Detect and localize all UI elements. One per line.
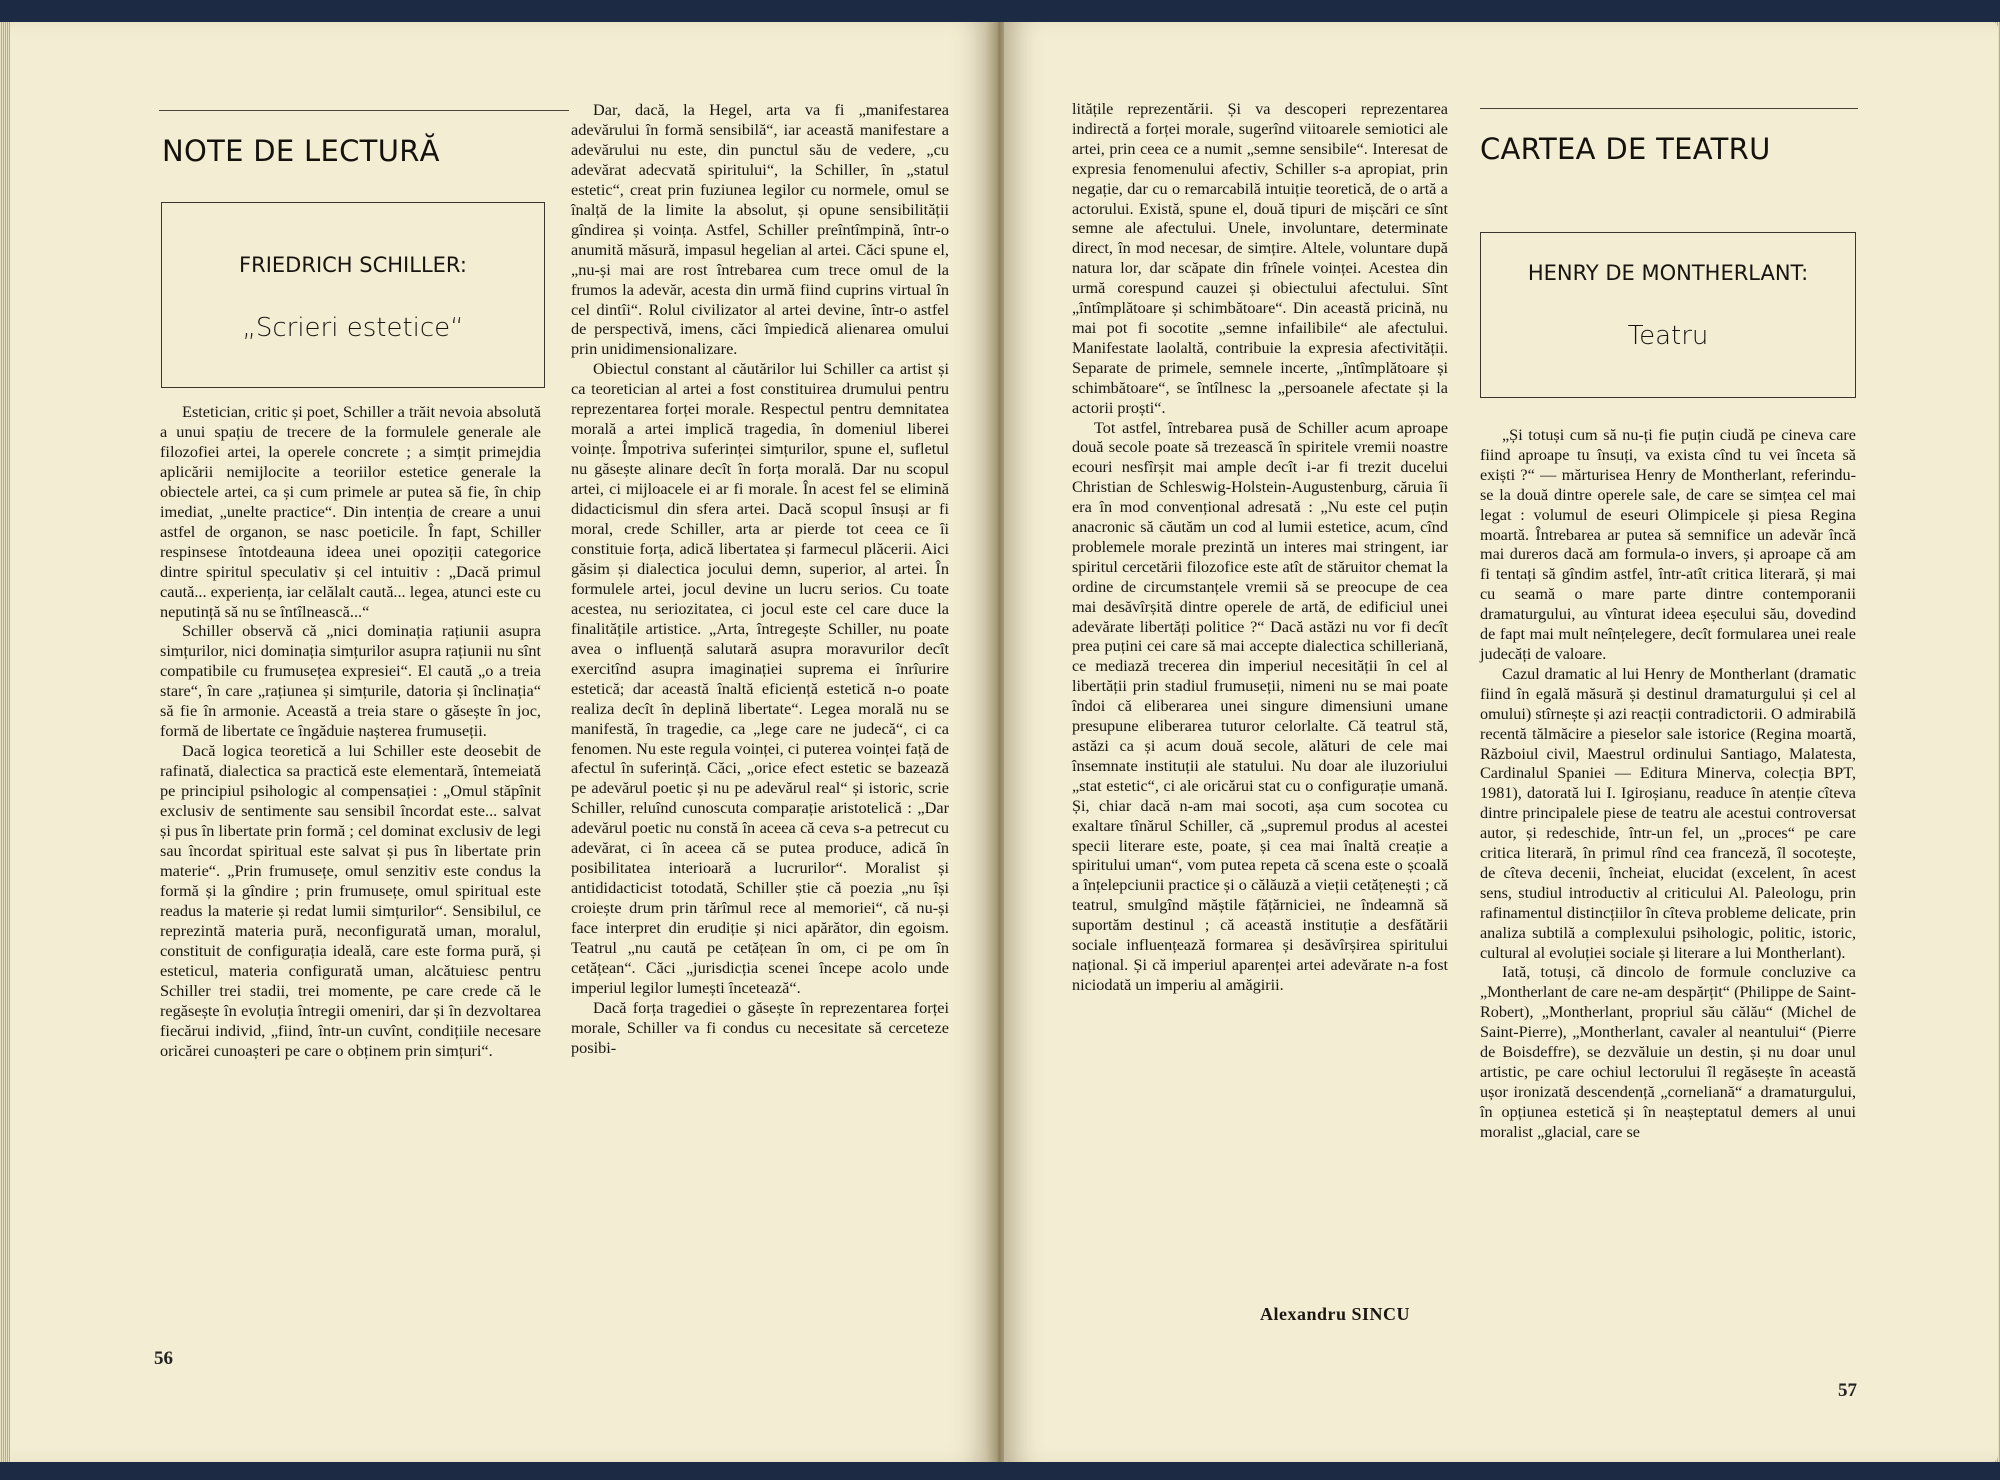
paragraph: Obiectul constant al căutărilor lui Schiller ca artist și ca teoretician al artei a fost constituirea drumului pentru reprezentarea forței morale. Respectul pentru demnitatea morală a artei implică tragedia, în domeniul liberei voințe. Împotriva suferinței simțurilor, spune el, sufletul nu găsește alinare decît în forța morală. Dar nu scopul artei, ci mijloacele ei ar fi morale. În acest fel se elimină didacticismul din sfera artei. Dacă scopul însuși ar fi moral, crede Schiller, arta ar pierde tot ceea ce îi constituie forța, adică libertatea și farmecul plăcerii. Aici găsim și dialectica jocului demn, superior, al artei. În formulele artei, jocul devine un lucru serios. Cu toate acestea, nu seriozitatea, ci jocul este cel care duce la finalitățile artistice. „Arta, întregește Schiller, nu poate avea o influență salutară asupra moravurilor decît exercitînd asupra imaginației suprema ei înrîurire estetică; dar această înaltă eficiență estetică n-o poate realiza decît în deplină libertate“. Legea morală nu se manifestă, în tragedie, ca „lege care ne judecă“, ci ca fenomen. Nu este regula voinței, ci puterea voinței față de afectul în suferință. Căci, „orice efect estetic se bazează pe adevărul poetic și nu pe adevărul real“ și istoric, scrie Schiller, reluînd cunoscuta comparație aristotelică : „Dar adevărul poetic nu constă în aceea că ceva s-a petrecut cu adevărat, ci în aceea că se putea produce, adică în posibilitatea interioară a lucrurilor“. Moralist și antididacticist totodată, Schiller știe că poezia „nu își croiește drum prin tărîmul rece al memoriei“, că nu-și face interpret din erudiție și nici apărător, din egoism. Teatrul „nu caută pe cetățean în om, ci pe om în cetățean“. Căci „jurisdicția scenei începe acolo unde imperiul legilor lumești încetează“. — [571, 359, 949, 997]
section-heading: NOTE DE LECTURĂ — [162, 134, 440, 168]
paragraph: Dacă forța tragediei o găsește în reprezentarea forței morale, Schiller va fi condus cu necesitate să cerceteze posibi- — [571, 997, 949, 1057]
author-signature: Alexandru SINCU — [1260, 1304, 1411, 1324]
box-title: Teatru — [1627, 321, 1709, 351]
paragraph: Schiller observă că „nici dominația rațiunii asupra simțurilor, nici dominația simțurilor asupra rațiunii nu sînt compatibile cu frumusețea expresiei“. El caută „o a treia stare“, în care „rațiunea și simțurile, datoria și înclinația“ să fie în armonie. Această a treia stare o găsește în joc, formă de libertate ce îngăduie nașterea frumuseții. — [160, 621, 541, 741]
paragraph: Dacă logica teoretică a lui Schiller este deosebit de rafinată, dialectica sa practică este elementară, întemeiată pe principiul psihologic al compensației : „Omul stăpînit exclusiv de sentimente sau sensibil încordat este... salvat și pus în libertate prin formă ; cel dominat exclusiv de legi sau încordat spiritual este salvat și pus în libertate prin materie“. „Prin frumusețe, omul senzitiv este condus la formă și la gîndire ; prin frumusețe, omul spiritual este readus la materie și redat lumii simțurilor“. Sensibilul, ce reprezintă materia pură, neconfigurată uman, moralul, constituit de configurația ideală, care este forma pură, și esteticul, materia configurată uman, alcătuiesc pentru Schiller trei stadii, trei momente, pe care crede că le regăsește în evoluția întregii omeniri, dar și în dezvoltarea fiecărui individ, „fiind, într-un cuvînt, condițiile necesare oricărei cunoașteri pe care o obținem prin simțuri“. — [160, 741, 541, 1060]
section-heading: CARTEA DE TEATRU — [1480, 132, 1771, 166]
title-box — [1480, 232, 1856, 398]
page-number: 56 — [154, 1348, 173, 1369]
paragraph: Dar, dacă, la Hegel, arta va fi „manifestarea adevărului în formă sensibilă“, iar această manifestare a adevărului nu este, din punctul său de vedere, „cu adevărat adecvată spiritului“, la Schiller, în „statul estetic“, creat prin fuziunea legilor cu normele, omul se înalță de la limite la absolut, și opune sensibilității gîndirea și voința. Astfel, Schiller preîntîmpină, într-o anumită măsură, impasul hegelian al artei. Căci spune el, „nu-și mai are rost întrebarea cum trece omul de la frumos la adevăr, acesta din urmă fiind cuprins virtual în cel dintîi“. Rolul civilizator al artei devine, într-o astfel de perspectivă, imens, căci împiedică alienarea omului prin unidimensionalizare. — [571, 100, 949, 359]
page-number: 57 — [1838, 1380, 1857, 1401]
paragraph: Cazul dramatic al lui Henry de Montherlant (dramatic fiind în egală măsură și destinul dramaturgului și cel al omului) stîrnește și azi reacții contradictorii. O admirabilă recentă tălmăcire a pieselor sale istorice (Regina moartă, Războiul civil, Maestrul ordinului Santiago, Malatesta, Cardinalul Spaniei — Editura Minerva, colecția BPT, 1981), datorată lui I. Igiroșianu, readuce în atenție cîteva dintre principalele piese de teatru ale acestui controversat autor, și redeschide, într-un fel, un „proces“ pe care critica literară, în primul rînd cea franceză, îl socotește, de cîteva decenii, încheiat, elucidat (excelent, în acest sens, studiul introductiv al criticului Al. Paleologu, prin rafinamentul distincțiilor în cîteva probleme delicate, prin analiza subtilă a complexului psihologic, politic, istoric, cultural al evoluției sociale și literare a lui Montherlant). — [1480, 664, 1856, 962]
text-column-2 — [571, 100, 949, 1058]
title-box — [161, 202, 545, 388]
paragraph: Iată, totuși, că dincolo de formule concluzive ca „Montherlant de care ne-am despărțit“ (Philippe de Saint-Robert), „Montherlant, propriul său călău“ (Michel de Saint-Pierre), „Montherlant, cavaler al neantului“ (Pierre de Boisdeffre), se dezvăluie un destin, și nu doar unul artistic, pe care ochiul lectorului îl regăsește în această ușor ironizată descendență „corneliană“ a dramaturgului, în opțiunea estetică și în neașteptatul demers al unui moralist „glacial, care se — [1480, 963, 1856, 1141]
box-author: FRIEDRICH SCHILLER: — [239, 253, 467, 277]
paragraph: Estetician, critic și poet, Schiller a trăit nevoia absolută a unui spațiu de trecere de la formulele generale ale filozofiei artei, la operele concrete ; a simțit primejdia aplicării nemijlocite a teoriilor estetice generale la obiectele artei, ca și cum primele ar putea să fie, în chip imediat, „unelte practice“. Din intenția de creare a unui astfel de organon, se nasc poeticile. În fapt, Schiller respinsese întotdeauna ideea unei opoziții categorice dintre spiritul speculativ și cel intuitiv : „Dacă primul caută... experiența, iar celălalt caută... legea, atunci este cu neputință să nu se întîlnească...“ — [160, 402, 541, 621]
page-edge-left — [0, 22, 10, 1462]
paragraph: „Și totuși cum să nu-ți fie puțin ciudă pe cineva care fiind aproape tu însuți, va exista cînd tu vei înceta să exiști ?“ — mărturisea Henry de Montherlant, referindu-se la două dintre operele sale, de care se simțea cel mai legat : volumul de eseuri Olimpicele și piesa Regina moartă. Întrebarea ar putea să semnifice un adevăr încă mai dureros dacă am formula-o invers, și aproape că am fi tentați să gîndim astfel, într-atît critica literară, și mai cu seamă o mare parte dintre contemporanii dramaturgului, au vînturat ideea eșecului său, dovedind de fapt mai mult neînțelegere, decît formularea unei reale judecăți de valoare. — [1480, 426, 1856, 663]
paragraph: litățile reprezentării. Și va descoperi reprezentarea indirectă a forței morale, sugerînd viitoarele semiotici ale artei, prin ceea ce a numit „semne sensibile“. Interesat de expresia fenomenului afectiv, Schiller s-a apropiat, prin negație, dar cu o remarcabilă intuiție teoretică, de o artă a actorului. Există, spune el, două tipuri de mișcări ce sînt semne ale afectului. Unele, involuntare, determinate direct, în mod necesar, de simțire. Altele, voluntare după natura lor, dar scăpate din frînele voinței. Acestea din urmă corespund cauzei și obiectului afectului. Sînt „întîmplătoare și schimbătoare“. Din această pricină, nu mai pot fi socotite „semne infailibile“ ale afectului. Manifestate laolaltă, contribuie la expresia afectivității. Separate de primele, semnele incerte, „întîmplătoare și schimbătoare“, se întîlnesc la „persoanele afectate și la actorii proști“. — [1072, 100, 1448, 417]
right-page — [1004, 22, 1998, 1462]
box-title: „Scrieri estetice“ — [242, 313, 464, 343]
heading-rule — [1480, 108, 1858, 109]
paragraph: Tot astfel, întrebarea pusă de Schiller acum aproape două secole poate să trezească în spiritele vremii noastre ecouri nesfîrșit mai ample decît i-ar fi trezit ducelui Christian de Schleswig-Holstein-Augustenburg, căruia îi era în mod convențional adresată : „Nu este cel puțin anacronic să căutăm un cod al lumii estetice, acum, cînd problemele morale prezintă un interes mai stringent, iar spiritul cercetării filozofice este atît de stăruitor chemat la ordine de circumstanțele vremii să se preocupe de cea mai desăvîrșită dintre operele de artă, de edificiul unei adevărate libertăți politice ?“ Dacă astăzi nu vor fi decît prea puțini cei care să mai accepte dialectica schilleriană, ce mediază trecerea din imperiul necesității în cel al libertății prin stadiul frumuseții, nimeni nu se mai poate îndoi că eliberarea unei singure dimensiuni umane presupune eliberarea tuturor celorlalte. Că teatrul stă, astăzi ca și acum două secole, alături de cele mai însemnate instituții ale statului. Nu doar ale iluzoriului „stat estetic“, ci ale oricărui stat cu o configurație umană. Și, chiar dacă n-am mai socoti, așa cum socotea cu exaltare tînărul Schiller, că „supremul produs al acestei specii literare este, poate, și cea mai înaltă creație a spiritului uman“, vom putea repeta că scena este o școală a înțelepciunii practice și o călăuză a vieții cetățenești ; că teatrul, smulgînd măștile fățărniciei, ne îndeamnă să suportăm destinul ; că această instituție a desfătării sociale influențează formarea și desăvîrșirea spiritului național. Și că imperiul aparenței artei adevărate n-a fost niciodată un imperiu al amăgirii. — [1072, 418, 1448, 994]
text-column-4 — [1480, 426, 1856, 1143]
box-author: HENRY DE MONTHERLANT: — [1527, 261, 1809, 285]
text-column-1 — [160, 402, 541, 1060]
text-column-3 — [1072, 100, 1448, 996]
heading-rule — [159, 110, 569, 111]
left-page — [4, 22, 992, 1462]
